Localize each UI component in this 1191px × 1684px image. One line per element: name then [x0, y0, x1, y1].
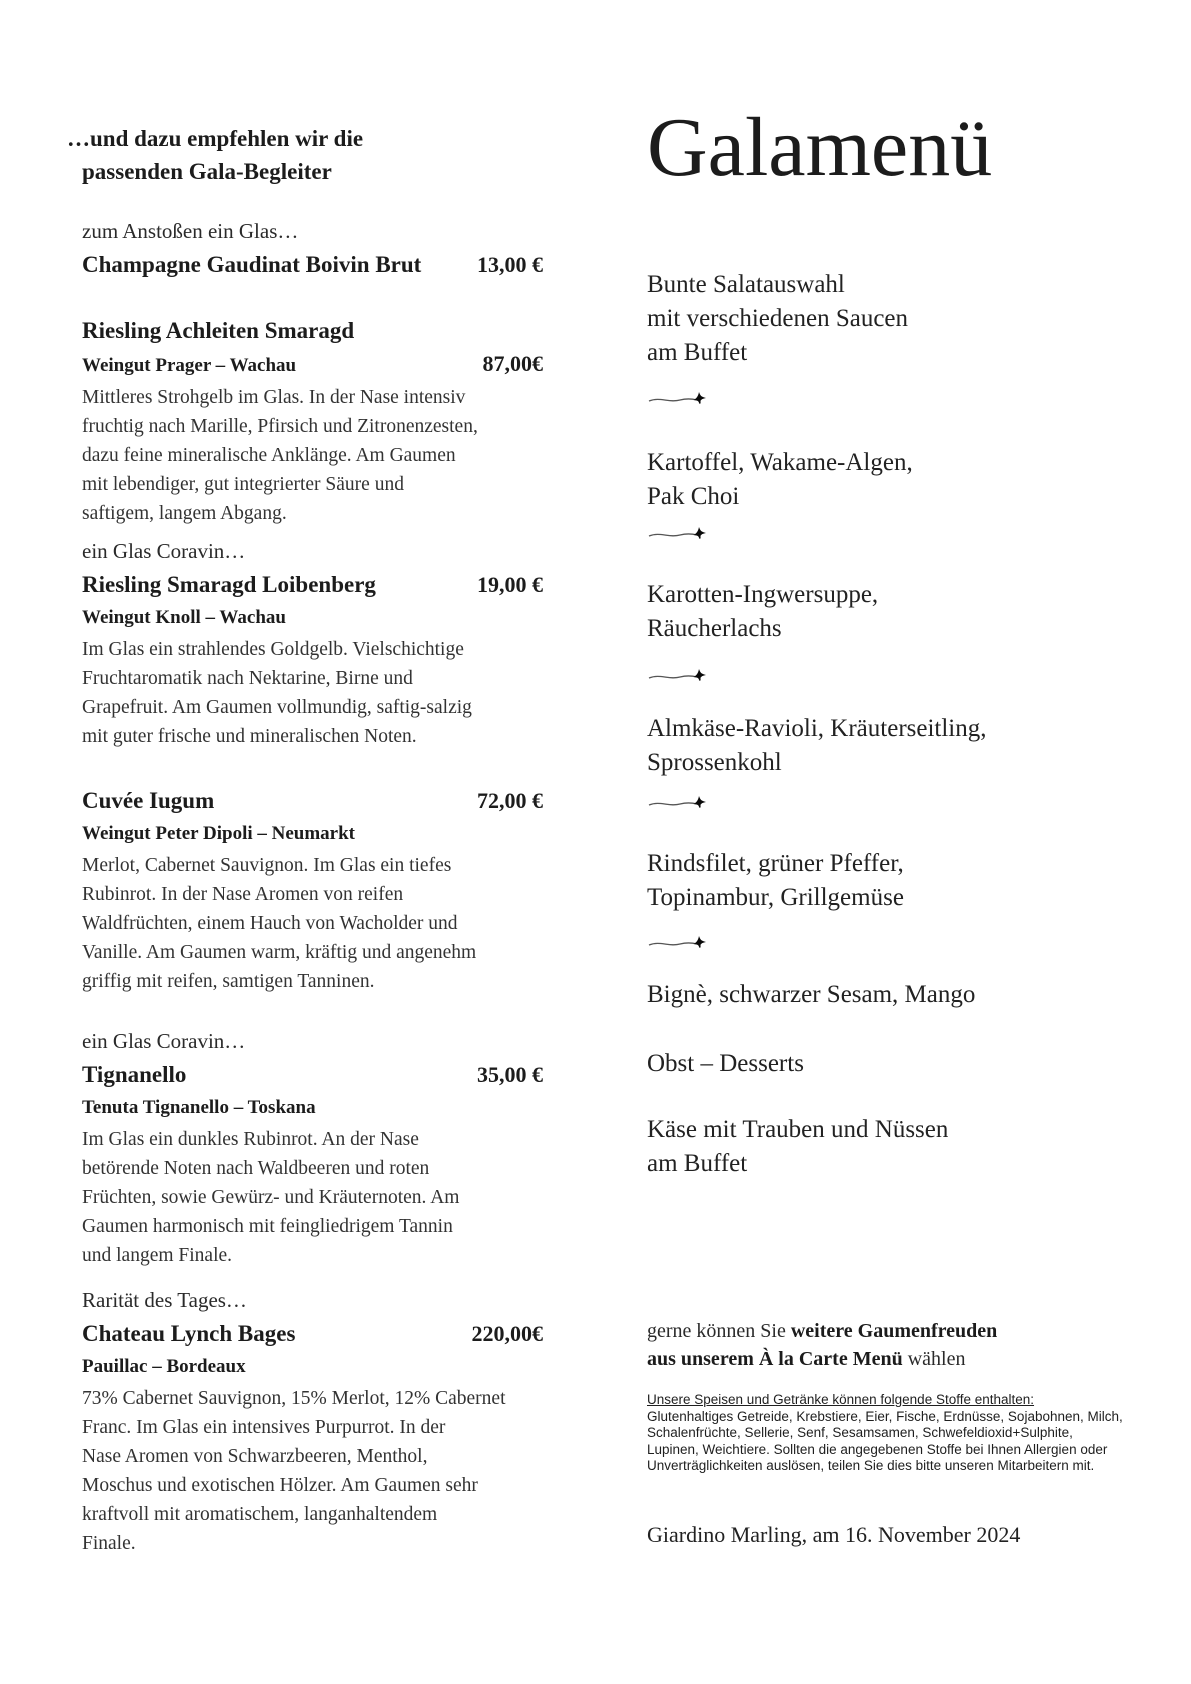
flourish-divider-icon	[647, 794, 713, 812]
course-line: Karotten-Ingwersuppe,	[647, 581, 879, 608]
course-dessert	[647, 978, 1087, 1012]
course-line: Kartoffel, Wakame-Algen,	[647, 449, 913, 476]
wine-description-line: Mittleres Strohgelb im Glas. In der Nase intensiv	[82, 387, 466, 408]
flourish-divider-icon	[647, 667, 713, 685]
wine-item-cuvee-iugum	[82, 786, 543, 996]
wine-name: Riesling Achleiten Smaragd	[82, 318, 355, 343]
wine-description-line: Merlot, Cabernet Sauvignon. Im Glas ein tiefes	[82, 855, 452, 876]
wine-item-chateau-lynch-bages	[82, 1287, 543, 1558]
course-ravioli	[647, 712, 1087, 780]
wine-description-line: mit lebendiger, gut integrierter Säure und	[82, 474, 404, 495]
wine-intro: Rarität des Tages…	[82, 1288, 247, 1312]
wine-description-line: Finale.	[82, 1533, 136, 1554]
course-soup	[647, 578, 1087, 646]
wine-price: 19,00 €	[477, 572, 543, 597]
flourish-divider-icon	[647, 525, 713, 543]
wine-description-line: Im Glas ein strahlendes Goldgelb. Vielschichtige	[82, 639, 464, 660]
note-text: gerne können Sie	[647, 1320, 791, 1342]
allergen-heading: Unsere Speisen und Getränke können folgende Stoffe enthalten:	[647, 1392, 1035, 1407]
course-beef	[647, 847, 1087, 915]
wine-name: Champagne Gaudinat Boivin Brut	[82, 252, 422, 277]
wine-name: Chateau Lynch Bages	[82, 1321, 296, 1346]
wine-price: 72,00 €	[477, 788, 543, 813]
wine-description-line: Waldfrüchten, einem Hauch von Wacholder und	[82, 913, 458, 934]
course-line: Bignè, schwarzer Sesam, Mango	[647, 981, 976, 1008]
wine-description-line: saftigem, langem Abgang.	[82, 503, 287, 524]
course-line: Räucherlachs	[647, 615, 782, 642]
wine-intro: zum Anstoßen ein Glas…	[82, 219, 299, 243]
wine-price: 220,00€	[471, 1321, 543, 1346]
course-line: Sprossenkohl	[647, 749, 782, 776]
wine-description-line: 73% Cabernet Sauvignon, 15% Merlot, 12% Cabernet	[82, 1388, 506, 1409]
wine-description-line: Früchten, sowie Gewürz- und Kräuternoten. Am	[82, 1187, 460, 1208]
allergen-line: Schalenfrüchte, Sellerie, Senf, Sesamsamen, Schwefeldioxid+Sulphite,	[647, 1425, 1073, 1440]
wine-winery: Tenuta Tignanello – Toskana	[82, 1097, 316, 1118]
pairings-heading-line2: passenden Gala-Begleiter	[82, 159, 332, 184]
note-bold-text: weitere Gaumenfreuden	[790, 1320, 998, 1342]
course-line: Topinambur, Grillgemüse	[647, 884, 904, 911]
wine-name: Riesling Smaragd Loibenberg	[82, 572, 376, 597]
page-title: Galamenü	[647, 101, 993, 194]
wine-description-line: fruchtig nach Marille, Pfirsich und Zitronenzesten,	[82, 416, 478, 437]
wine-item-tignanello	[82, 1028, 543, 1270]
wine-description-line: Vanille. Am Gaumen warm, kräftig und angenehm	[82, 942, 477, 963]
wine-intro: ein Glas Coravin…	[82, 1029, 246, 1053]
allergen-notice	[647, 1392, 1123, 1475]
pairings-heading-line1: …und dazu empfehlen wir die	[67, 126, 364, 151]
course-line: mit verschiedenen Saucen	[647, 305, 909, 332]
wine-item-champagne	[82, 218, 543, 285]
course-line: am Buffet	[647, 339, 748, 366]
course-salad	[647, 268, 1087, 370]
wine-description-line: griffig mit reifen, samtigen Tanninen.	[82, 971, 375, 992]
wine-description-line: dazu feine mineralische Anklänge. Am Gaumen	[82, 445, 456, 466]
course-line: Bunte Salatauswahl	[647, 271, 845, 298]
pairings-heading	[67, 122, 543, 188]
wine-intro: ein Glas Coravin…	[82, 539, 246, 563]
note-bold-text: aus unserem À la Carte Menü	[647, 1348, 903, 1370]
flourish-divider-icon	[647, 934, 713, 952]
a-la-carte-note	[647, 1317, 1087, 1373]
wine-price: 13,00 €	[477, 252, 543, 277]
signature-line: Giardino Marling, am 16. November 2024	[647, 1522, 1021, 1547]
note-line	[647, 1317, 1087, 1345]
allergen-line: Lupinen, Weichtiere. Sollten die angegebenen Stoffe bei Ihnen Allergien oder	[647, 1441, 1108, 1457]
course-line: Almkäse-Ravioli, Kräuterseitling,	[647, 715, 987, 742]
wine-name: Cuvée Iugum	[82, 788, 215, 813]
note-text: wählen	[902, 1348, 966, 1370]
course-line: am Buffet	[647, 1150, 748, 1177]
wine-price: 35,00 €	[477, 1062, 543, 1087]
allergen-line: Unverträglichkeiten auslösen, teilen Sie dies bitte unseren Mitarbeitern mit.	[647, 1458, 1095, 1473]
course-line: Pak Choi	[647, 483, 740, 510]
wine-description-line: Grapefruit. Am Gaumen vollmundig, saftig-salzig	[82, 697, 472, 718]
wine-description-line: Rubinrot. In der Nase Aromen von reifen	[82, 884, 404, 905]
wine-description-line: Nase Aromen von Schwarzbeeren, Menthol,	[82, 1446, 428, 1467]
wine-description-line: Fruchtaromatik nach Nektarine, Birne und	[82, 668, 413, 689]
wine-winery: Weingut Peter Dipoli – Neumarkt	[82, 823, 356, 844]
wine-description-line: kraftvoll mit aromatischem, langanhaltendem	[82, 1504, 438, 1525]
course-fruit-desserts	[647, 1047, 1087, 1081]
wine-name: Tignanello	[82, 1062, 187, 1087]
course-line: Käse mit Trauben und Nüssen	[647, 1116, 949, 1143]
wine-winery: Weingut Knoll – Wachau	[82, 607, 286, 628]
wine-item-riesling-loibenberg	[82, 538, 543, 751]
wine-item-riesling-achleiten	[82, 316, 543, 528]
wine-description-line: Im Glas ein dunkles Rubinrot. An der Nase	[82, 1129, 419, 1150]
wine-description-line: Franc. Im Glas ein intensives Purpurrot. In der	[82, 1417, 446, 1438]
wine-winery: Weingut Prager – Wachau	[82, 355, 297, 376]
wine-description-line: mit guter frische und mineralischen Noten.	[82, 726, 417, 747]
allergen-line: Glutenhaltiges Getreide, Krebstiere, Eier, Fische, Erdnüsse, Sojabohnen, Milch,	[647, 1408, 1123, 1424]
course-potato	[647, 446, 1087, 514]
wine-price: 87,00€	[482, 351, 543, 376]
wine-description-line: Moschus und exotischen Hölzer. Am Gaumen sehr	[82, 1475, 478, 1496]
course-line: Rindsfilet, grüner Pfeffer,	[647, 850, 904, 877]
wine-description-line: und langem Finale.	[82, 1245, 233, 1266]
course-line: Obst – Desserts	[647, 1050, 804, 1077]
wine-description-line: Gaumen harmonisch mit feingliedrigem Tannin	[82, 1216, 453, 1237]
note-line	[647, 1345, 1087, 1373]
wine-description-line: betörende Noten nach Waldbeeren und roten	[82, 1158, 430, 1179]
flourish-divider-icon	[647, 390, 713, 408]
course-cheese	[647, 1113, 1087, 1181]
wine-winery: Pauillac – Bordeaux	[82, 1356, 246, 1377]
